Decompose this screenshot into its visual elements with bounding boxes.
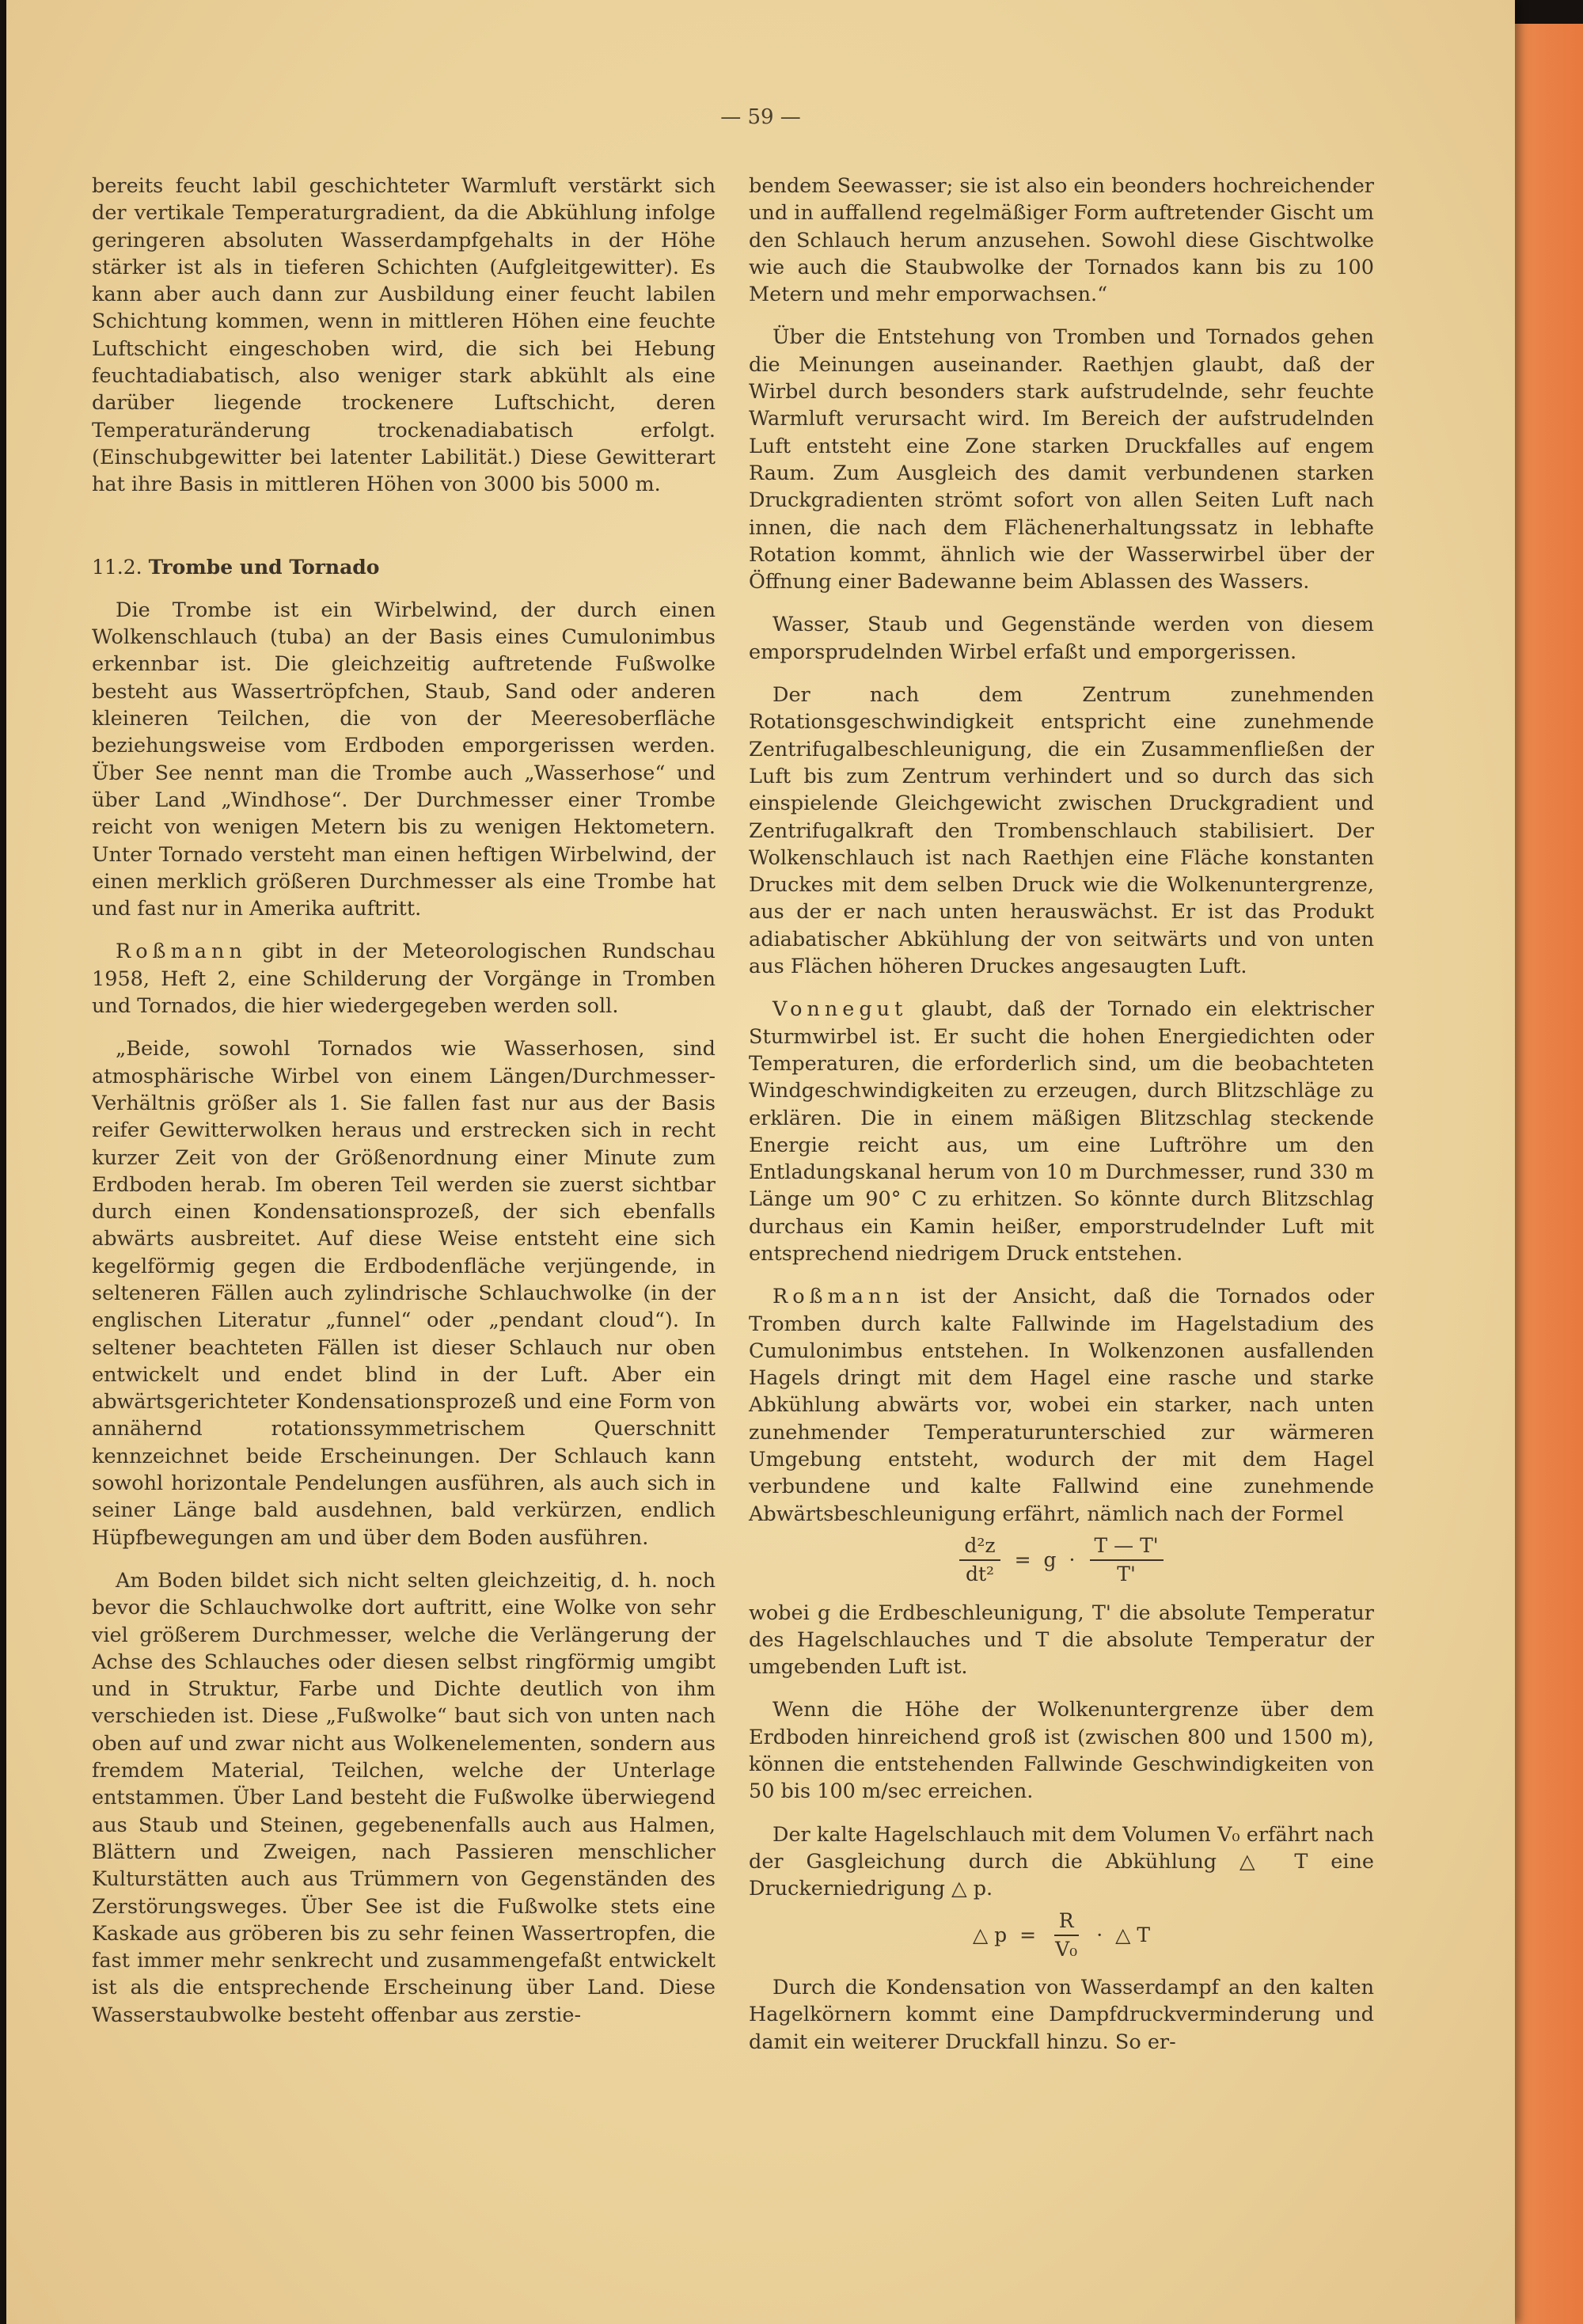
paragraph <box>92 938 716 1020</box>
section-number: 11.2. <box>92 555 142 579</box>
formula-acceleration <box>749 1532 1374 1589</box>
document-page <box>6 0 1515 2324</box>
dot-operator: · <box>1096 1923 1103 1946</box>
fraction-lhs <box>959 1532 1000 1589</box>
author-name: Vonnegut <box>773 997 908 1022</box>
left-column <box>92 173 716 2045</box>
numerator: R <box>1054 1908 1079 1936</box>
formula-rhs: △ T <box>1115 1923 1151 1946</box>
symbol-g: g <box>1043 1548 1057 1572</box>
numerator: T — T' <box>1090 1532 1164 1561</box>
paragraph: Durch die Kondensation von Wasserdampf an den kalten Hagelkörnern kommt eine Dampfdruckverminderung und damit ein weiterer Druckfall hinzu. So er- <box>749 1976 1374 2054</box>
equals-sign: = <box>1014 1548 1031 1572</box>
paragraph: Über die Entstehung von Tromben und Tornados gehen die Meinungen auseinander. Raethjen glaubt, daß der Wirbel durch besonders stark aufstrudelnde, sehr feuchte Warmluft verursacht wird. Im Bereich der aufstrudelnden Luft entsteht eine Zone starken Druckfalles auf engem Raum. Zum Ausgleich des damit verbundenen starken Druckgradienten strömt sofort von allen Seiten Luft nach innen, die nach dem Flächenerhaltungssatz in lebhafte Rotation kommt, ähnlich wie der Wasserwirbel über der Öffnung einer Badewanne beim Ablassen des Wassers. <box>749 325 1374 594</box>
paragraph <box>749 1283 1374 1528</box>
paragraph: bereits feucht labil geschichteter Warmluft verstärkt sich der vertikale Temperaturgradient, da die Abkühlung infolge geringeren absoluten Wasserdampfgehalts in der Höhe stärker ist als in tieferen Schichten (Aufgleitgewitter). Es kann aber auch dann zur Ausbildung einer feucht labilen Schichtung kommen, wenn in mittleren Höhen eine feuchte Luftschicht eingeschoben wird, die sich bei Hebung feuchtadiabatisch, also weniger stark abkühlt als eine darüber liegende trockenere Luftschicht, deren Temperaturänderung trockenadiabatisch erfolgt. (Einschubgewitter bei latenter Labilität.) Diese Gewitterart hat ihre Basis in mittleren Höhen von 3000 bis 5000 m. <box>92 174 716 497</box>
paragraph: Am Boden bildet sich nicht selten gleichzeitig, d. h. noch bevor die Schlauchwolke dort auftritt, eine Wolke von sehr viel größerem Durchmesser, welche die Verlängerung der Achse des Schlauches oder diesen selbst ringförmig umgibt und in Struktur, Farbe und Dichte deutlich von ihm verschieden ist. Diese „Fußwolke“ baut sich von unten nach oben auf und zwar nicht aus Wolkenelementen, sondern aus fremdem Material, Teilchen, welche der Unterlage entstammen. Über Land besteht die Fußwolke überwiegend aus Staub und Steinen, gegebenenfalls auch aus Halmen, Blättern und Zweigen, nach Passieren menschlicher Kulturstätten auch aus Trümmern von Gegenständen des Zerstörungsweges. Über See ist die Fußwolke stets eine Kaskade aus gröberen bis zu sehr feinen Wassertropfen, die fast immer mehr senkrecht und zusammengefaßt entwickelt ist als die entsprechende Erscheinung über Land. Diese Wasserstaubwolke besteht offenbar aus zerstie- <box>92 1568 716 2027</box>
paragraph-text: ist der Ansicht, daß die Tornados oder Tromben durch kalte Fallwinde im Hagelstadium des Cumulonimbus entstehen. In Wolkenzonen ausfallenden Hagels dringt mit dem Hagel eine rasche und starke Abkühlung abwärts vor, wobei ein starker, nach unten zunehmender Temperaturunterschied zur wärmeren Umgebung entsteht, wodurch der mit dem Hagel verbundene und kalte Fallwind eine zunehmende Abwärtsbeschleunigung erfährt, nämlich nach der Formel <box>749 1285 1374 1526</box>
paragraph-text: gibt in der Meteorologischen Rundschau 1958, Heft 2, eine Schilderung der Vorgänge in Tromben und Tornados, die hier wiedergegeben werden soll. <box>92 940 716 1019</box>
section-title: Trombe und Tornado <box>148 555 380 579</box>
paragraph: wobei g die Erdbeschleunigung, T' die absolute Temperatur des Hagelschlauches und T die absolute Temperatur der umgebenden Luft ist. <box>749 1601 1374 1680</box>
author-name: Roßmann <box>116 940 247 964</box>
page-number: — 59 — <box>720 105 801 129</box>
paragraph <box>749 996 1374 1267</box>
paragraph: Die Trombe ist ein Wirbelwind, der durch einen Wolkenschlauch (tuba) an der Basis eines Cumulonimbus erkennbar ist. Die gleichzeitig auftretende Fußwolke besteht aus Wassertröpfchen, Staub, Sand oder anderen kleineren Teilchen, die von der Meeresoberfläche beziehungsweise vom Erdboden emporgerissen werden. Über See nennt man die Trombe auch „Wasserhose“ und über Land „Windhose“. Der Durchmesser einer Trombe reicht von wenigen Metern bis zu wenigen Hektometern. Unter Tornado versteht man einen heftigen Wirbelwind, der einen merklich größeren Durchmesser als eine Trombe hat und fast nur in Amerika auftritt. <box>92 598 716 921</box>
fraction <box>1050 1908 1082 1964</box>
denominator: T' <box>1117 1563 1136 1586</box>
quote-paragraph: „Beide, sowohl Tornados wie Wasserhosen, sind atmosphärische Wirbel von einem Längen/Durchmesser-Verhältnis größer als 1. Sie fallen fast nur aus der Basis reifer Gewitterwolken heraus und erstrecken sich in recht kurzer Zeit von der Größenordnung einer Minute zum Erdboden herab. Im oberen Teil werden sie zuerst sichtbar durch einen Kondensationsprozeß, der sich ebenfalls abwärts ausbreitet. Auf diese Weise entsteht eine sich kegelförmig gegen die Erdbodenfläche verjüngende, in selteneren Fällen auch zylindrische Schlauchwolke (in der englischen Literatur „funnel“ oder „pendant cloud“). In seltener beachteten Fällen ist dieser Schlauch nur oben entwickelt und endet blind in der Luft. Aber ein abwärtsgerichteter Kondensationsprozeß und eine Form von annähernd rotationssymmetrischem Querschnitt kennzeichnet beide Erscheinungen. Der Schlauch kann sowohl horizontale Pendelungen ausführen, als auch sich in seiner Länge bald ausdehnen, bald verkürzen, endlich Hüpfbewegungen am und über dem Boden ausführen. <box>92 1037 716 1550</box>
right-column <box>749 173 1374 2071</box>
fraction-rhs <box>1090 1532 1164 1589</box>
author-name: Roßmann <box>773 1285 904 1309</box>
paragraph-text: glaubt, daß der Tornado ein elektrischer Sturmwirbel ist. Er sucht die hohen Energiedichten oder Temperaturen, die erforderlich sind, um die beobachteten Windgeschwindigkeiten zu erzeugen, durch Blitzschläge zu erklären. Die in einem mäßigen Blitzschlag steckende Energie reicht aus, um eine Luftröhre um den Entladungskanal herum von 10 m Durchmesser, rund 330 m Länge um 90° C zu erhitzen. So könnte durch Blitzschlag durchaus ein Kamin heißer, emporstrudelnder Luft mit entsprechend niedrigem Druck entstehen. <box>749 997 1374 1266</box>
denominator: V₀ <box>1055 1937 1078 1961</box>
formula-pressure-drop <box>749 1908 1374 1964</box>
paragraph: Der kalte Hagelschlauch mit dem Volumen V₀ erfährt nach der Gasgleichung durch die Abkühlung △ T eine Druckerniedrigung △ p. <box>749 1822 1374 1901</box>
equals-sign: = <box>1019 1923 1037 1946</box>
paragraph: Wenn die Höhe der Wolkenuntergrenze über dem Erdboden hinreichend groß ist (zwischen 800 und 1500 m), können die entstehenden Fallwinde Geschwindigkeiten von 50 bis 100 m/sec erreichen. <box>749 1698 1374 1804</box>
denominator: dt² <box>965 1563 995 1586</box>
dot-operator: · <box>1069 1548 1076 1572</box>
paragraph: Der nach dem Zentrum zunehmenden Rotationsgeschwindigkeit entspricht eine zunehmende Zentrifugalbeschleunigung, die ein Zusammenfließen der Luft bis zum Zentrum verhindert und so durch das sich einspielende Gleichgewicht zwischen Druckgradient und Zentrifugalkraft den Trombenschlauch stabilisiert. Der Wolkenschlauch ist nach Raethjen eine Fläche konstanten Druckes mit dem selben Druck wie die Wolkenuntergrenze, aus der er nach unten herauswächst. Er ist das Produkt adiabatischer Abkühlung der von seitwärts und von unten aus Flächen höheren Druckes angesaugten Luft. <box>749 683 1374 979</box>
numerator: d²z <box>959 1532 1000 1561</box>
section-heading <box>92 554 716 581</box>
paragraph: Wasser, Staub und Gegenstände werden von diesem emporsprudelnden Wirbel erfaßt und emporgerissen. <box>749 613 1374 664</box>
paragraph: bendem Seewasser; sie ist also ein beonders hochreichender und in auffallend regelmäßiger Form auftretender Gischt um den Schlauch herum anzusehen. Sowohl diese Gischtwolke wie auch die Staubwolke der Tornados kann bis zu 100 Metern und mehr emporwachsen.“ <box>749 174 1374 307</box>
formula-lhs: △ p <box>972 1923 1008 1946</box>
